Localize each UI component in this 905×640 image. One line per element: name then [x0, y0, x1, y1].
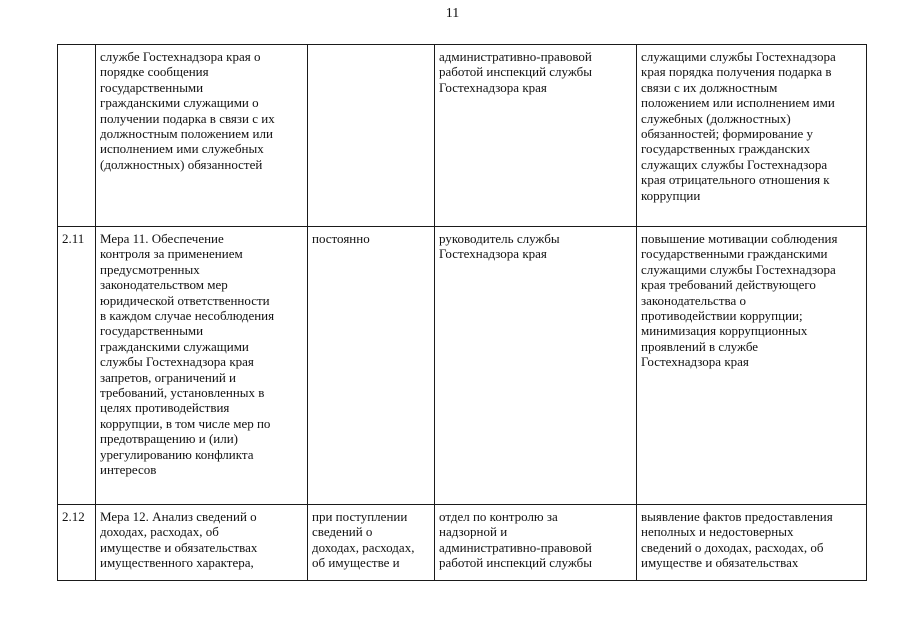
term-cell [308, 45, 435, 227]
result-cell: служащими службы Гостехнадзора края порядка получения подарка в связи с их должностным положением или исполнением ими служебных (должностных) обязанностей; формирование у государственных гражданских служащих службы Гостехнадзора края отрицательного отношения к коррупции [637, 45, 867, 227]
row-number-cell: 2.12 [58, 505, 96, 581]
page-number: 11 [445, 6, 460, 21]
measure-cell: службе Гостехнадзора края о порядке сообщения государственными гражданскими служащими о получении подарка в связи с их должностным положением или исполнением ими служебных (должностных) обязанностей [96, 45, 308, 227]
measure-cell: Мера 11. Обеспечение контроля за применением предусмотренных законодательством мер юридической ответственности в каждом случае несоблюдения государственными гражданскими служащими службы Гостехнадзора края запретов, ограничений и требований, установленных в целях противодействия коррупции, в том числе мер по предотвращению и (или) урегулированию конфликта интересов [96, 227, 308, 505]
table-row [58, 227, 867, 505]
table-row [58, 505, 867, 581]
table-row [58, 45, 867, 227]
term-cell: постоянно [308, 227, 435, 505]
term-cell: при поступлении сведений о доходах, расходах, об имуществе и [308, 505, 435, 581]
responsible-cell: отдел по контролю за надзорной и административно-правовой работой инспекций службы [435, 505, 637, 581]
result-cell: выявление фактов предоставления неполных и недостоверных сведений о доходах, расходах, об имуществе и обязательствах [637, 505, 867, 581]
measure-cell: Мера 12. Анализ сведений о доходах, расходах, об имуществе и обязательствах имущественного характера, [96, 505, 308, 581]
result-cell: повышение мотивации соблюдения государственными гражданскими служащими службы Гостехнадзора края требований действующего законодательства о противодействии коррупции; минимизация коррупционных проявлений в службе Гостехнадзора края [637, 227, 867, 505]
anticorruption-plan-table [57, 44, 867, 581]
row-number-cell: 2.11 [58, 227, 96, 505]
responsible-cell: руководитель службы Гостехнадзора края [435, 227, 637, 505]
row-number-cell [58, 45, 96, 227]
responsible-cell: административно-правовой работой инспекций службы Гостехнадзора края [435, 45, 637, 227]
